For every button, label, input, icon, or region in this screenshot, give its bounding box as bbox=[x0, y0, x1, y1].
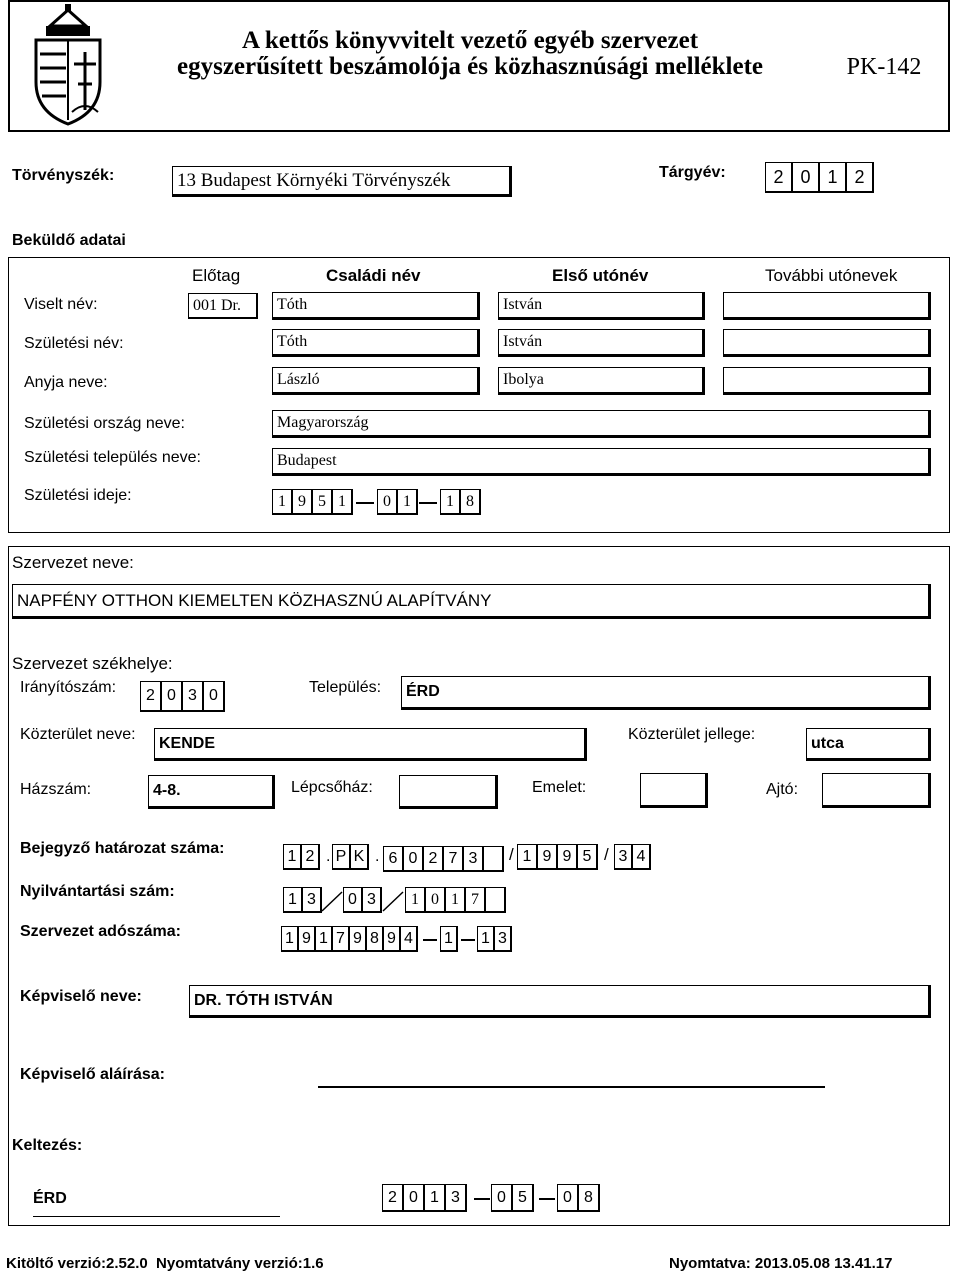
digit: 0 bbox=[557, 1184, 579, 1212]
reg-decision-part-e[interactable] bbox=[614, 844, 650, 870]
city-field[interactable]: ÉRD bbox=[401, 676, 931, 710]
date-dash bbox=[419, 502, 437, 504]
digit: 9 bbox=[557, 844, 578, 870]
birth-more-names-field[interactable] bbox=[723, 329, 931, 357]
digit: 0 bbox=[403, 846, 424, 872]
digit: 7 bbox=[443, 846, 464, 872]
tax-number-label: Szervezet adószáma: bbox=[20, 923, 181, 940]
signature-line bbox=[318, 1086, 825, 1088]
digit: 0 bbox=[377, 489, 398, 515]
birth-country-label: Születési ország neve: bbox=[24, 415, 185, 432]
birth-year-digits[interactable] bbox=[272, 489, 352, 515]
digit: 2 bbox=[846, 162, 874, 193]
digit bbox=[483, 846, 504, 872]
digit: 3 bbox=[362, 887, 382, 913]
date-dash bbox=[356, 502, 374, 504]
tax-part-c[interactable] bbox=[477, 926, 511, 952]
col-family-header: Családi név bbox=[326, 266, 421, 285]
mother-first-name-field[interactable]: Ibolya bbox=[498, 367, 705, 395]
mother-family-name-field[interactable]: László bbox=[272, 367, 480, 395]
worn-name-prefix-field[interactable]: 001 Dr. bbox=[188, 293, 258, 319]
reg-decision-part-d[interactable] bbox=[517, 844, 597, 870]
digit: 0 bbox=[161, 681, 183, 712]
mother-name-label: Anyja neve: bbox=[24, 374, 108, 391]
digit: 3 bbox=[614, 844, 633, 870]
birth-date-label: Születési ideje: bbox=[24, 487, 132, 504]
birth-city-label: Születési település neve: bbox=[24, 449, 201, 466]
reg-decision-sep: . bbox=[326, 848, 331, 865]
registry-number-label: Nyilvántartási szám: bbox=[20, 883, 175, 900]
street-type-field[interactable]: utca bbox=[806, 728, 931, 761]
org-seat-label: Szervezet székhelye: bbox=[12, 654, 173, 673]
col-first-header: Első utónév bbox=[552, 266, 649, 285]
birth-first-name-field[interactable]: István bbox=[498, 329, 705, 357]
digit: 1 bbox=[445, 887, 466, 913]
digit: 3 bbox=[494, 926, 512, 952]
org-name-label: Szervezet neve: bbox=[12, 553, 134, 572]
digit: 7 bbox=[465, 887, 486, 913]
worn-family-name-field[interactable]: Tóth bbox=[272, 292, 480, 320]
reg-decision-slash: / bbox=[604, 845, 609, 864]
digit: 1 bbox=[397, 489, 418, 515]
digit: 0 bbox=[203, 681, 225, 712]
digit: 2 bbox=[382, 1184, 404, 1212]
zip-digits[interactable] bbox=[140, 681, 224, 712]
place-underline bbox=[33, 1216, 280, 1217]
representative-name-field[interactable]: DR. TÓTH ISTVÁN bbox=[189, 985, 931, 1018]
digit: 9 bbox=[349, 926, 367, 952]
digit: 1 bbox=[332, 489, 353, 515]
digit: 3 bbox=[302, 887, 322, 913]
court-label: Törvényszék: bbox=[12, 167, 115, 184]
form-title-line2: egyszerűsített beszámolója és közhasznúsági melléklete bbox=[177, 53, 763, 80]
digit: 2 bbox=[765, 162, 793, 193]
worn-name-label: Viselt név: bbox=[24, 296, 98, 313]
digit: K bbox=[350, 844, 369, 870]
reg-decision-part-a[interactable] bbox=[283, 844, 319, 870]
street-type-label: Közterület jellege: bbox=[628, 726, 756, 743]
digit: 8 bbox=[366, 926, 384, 952]
org-name-field[interactable]: NAPFÉNY OTTHON KIEMELTEN KÖZHASZNÚ ALAPÍTVÁNY bbox=[12, 584, 931, 619]
digit: 1 bbox=[281, 926, 299, 952]
worn-first-name-field[interactable]: István bbox=[498, 292, 705, 320]
registry-separator bbox=[381, 889, 405, 913]
digit: 8 bbox=[460, 489, 481, 515]
digit: 0 bbox=[425, 887, 446, 913]
door-field[interactable] bbox=[822, 773, 931, 808]
digit: 1 bbox=[440, 489, 461, 515]
dated-place: ÉRD bbox=[33, 1190, 67, 1207]
worn-more-names-field[interactable] bbox=[723, 292, 931, 320]
street-field[interactable]: KENDE bbox=[154, 728, 587, 761]
digit: 1 bbox=[819, 162, 847, 193]
tax-part-b[interactable] bbox=[440, 926, 457, 952]
sender-section-label: Beküldő adatai bbox=[12, 232, 126, 249]
digit: 0 bbox=[343, 887, 363, 913]
digit: 5 bbox=[312, 489, 333, 515]
tax-dash bbox=[461, 939, 475, 941]
digit: 9 bbox=[537, 844, 558, 870]
house-number-field[interactable]: 4-8. bbox=[148, 775, 275, 809]
reg-decision-label: Bejegyző határozat száma: bbox=[20, 840, 225, 857]
registry-separator bbox=[320, 889, 344, 913]
digit: 3 bbox=[463, 846, 484, 872]
digit bbox=[485, 887, 506, 913]
floor-field[interactable] bbox=[640, 773, 708, 808]
digit: 0 bbox=[792, 162, 820, 193]
registry-part-b[interactable] bbox=[343, 887, 381, 913]
representative-name-label: Képviselő neve: bbox=[20, 988, 142, 1005]
digit: 4 bbox=[632, 844, 651, 870]
digit: 5 bbox=[577, 844, 598, 870]
digit: P bbox=[332, 844, 351, 870]
digit: 2 bbox=[423, 846, 444, 872]
dated-year-digits[interactable] bbox=[382, 1184, 466, 1212]
digit: 9 bbox=[383, 926, 401, 952]
birth-country-field[interactable]: Magyarország bbox=[272, 410, 931, 438]
dated-day-digits[interactable] bbox=[557, 1184, 599, 1212]
registry-part-a[interactable] bbox=[283, 887, 321, 913]
reg-decision-part-b[interactable] bbox=[332, 844, 368, 870]
digit: 1 bbox=[424, 1184, 446, 1212]
representative-signature-label: Képviselő aláírása: bbox=[20, 1066, 165, 1083]
digit: 6 bbox=[383, 846, 404, 872]
court-field[interactable]: 13 Budapest Környéki Törvényszék bbox=[172, 166, 512, 197]
digit: 9 bbox=[292, 489, 313, 515]
year-label: Tárgyév: bbox=[659, 164, 726, 181]
digit: 1 bbox=[315, 926, 333, 952]
birth-family-name-field[interactable]: Tóth bbox=[272, 329, 480, 357]
digit: 5 bbox=[512, 1184, 534, 1212]
digit: 2 bbox=[301, 844, 320, 870]
footer-printed: Nyomtatva: 2013.05.08 13.41.17 bbox=[669, 1255, 893, 1272]
digit: 3 bbox=[182, 681, 204, 712]
digit: 1 bbox=[517, 844, 538, 870]
digit: 9 bbox=[298, 926, 316, 952]
form-code: PK-142 bbox=[846, 54, 922, 80]
floor-label: Emelet: bbox=[532, 779, 587, 796]
reg-decision-sep: . bbox=[375, 848, 380, 865]
dated-month-digits[interactable] bbox=[491, 1184, 533, 1212]
digit: 1 bbox=[283, 887, 303, 913]
digit: 1 bbox=[405, 887, 426, 913]
birth-day-digits[interactable] bbox=[440, 489, 480, 515]
digit: 0 bbox=[403, 1184, 425, 1212]
birth-month-digits[interactable] bbox=[377, 489, 417, 515]
col-prefix-header: Előtag bbox=[192, 266, 241, 285]
house-number-label: Házszám: bbox=[20, 781, 92, 798]
date-dash bbox=[474, 1198, 490, 1200]
stairway-label: Lépcsőház: bbox=[291, 779, 373, 796]
digit: 4 bbox=[400, 926, 418, 952]
street-label: Közterület neve: bbox=[20, 726, 136, 743]
digit: 3 bbox=[445, 1184, 467, 1212]
reg-decision-slash: / bbox=[509, 845, 514, 864]
coat-of-arms-icon bbox=[28, 4, 108, 126]
door-label: Ajtó: bbox=[766, 781, 799, 798]
date-dash bbox=[539, 1198, 555, 1200]
stairway-field[interactable] bbox=[399, 775, 498, 809]
zip-label: Irányítószám: bbox=[20, 679, 117, 696]
reg-decision-part-c[interactable] bbox=[383, 846, 503, 872]
digit: 0 bbox=[491, 1184, 513, 1212]
tax-dash bbox=[423, 939, 437, 941]
digit: 1 bbox=[440, 926, 458, 952]
tax-part-a[interactable] bbox=[281, 926, 417, 952]
form-title-line1: A kettős könyvvitelt vezető egyéb szervezet bbox=[241, 27, 699, 54]
digit: 1 bbox=[272, 489, 293, 515]
digit: 2 bbox=[140, 681, 162, 712]
footer-version: Kitöltő verzió:2.52.0 Nyomtatvány verzió:1.6 bbox=[6, 1255, 324, 1272]
mother-more-names-field[interactable] bbox=[723, 367, 931, 395]
digit: 8 bbox=[578, 1184, 600, 1212]
registry-part-c[interactable] bbox=[405, 887, 505, 913]
digit: 1 bbox=[477, 926, 495, 952]
birth-city-field[interactable]: Budapest bbox=[272, 448, 931, 476]
col-more-header: További utónevek bbox=[765, 266, 898, 285]
digit: 1 bbox=[283, 844, 302, 870]
digit: 7 bbox=[332, 926, 350, 952]
city-label: Település: bbox=[309, 679, 382, 696]
birth-name-label: Születési név: bbox=[24, 335, 124, 352]
dated-label: Keltezés: bbox=[12, 1137, 83, 1154]
year-digits[interactable] bbox=[765, 162, 873, 193]
